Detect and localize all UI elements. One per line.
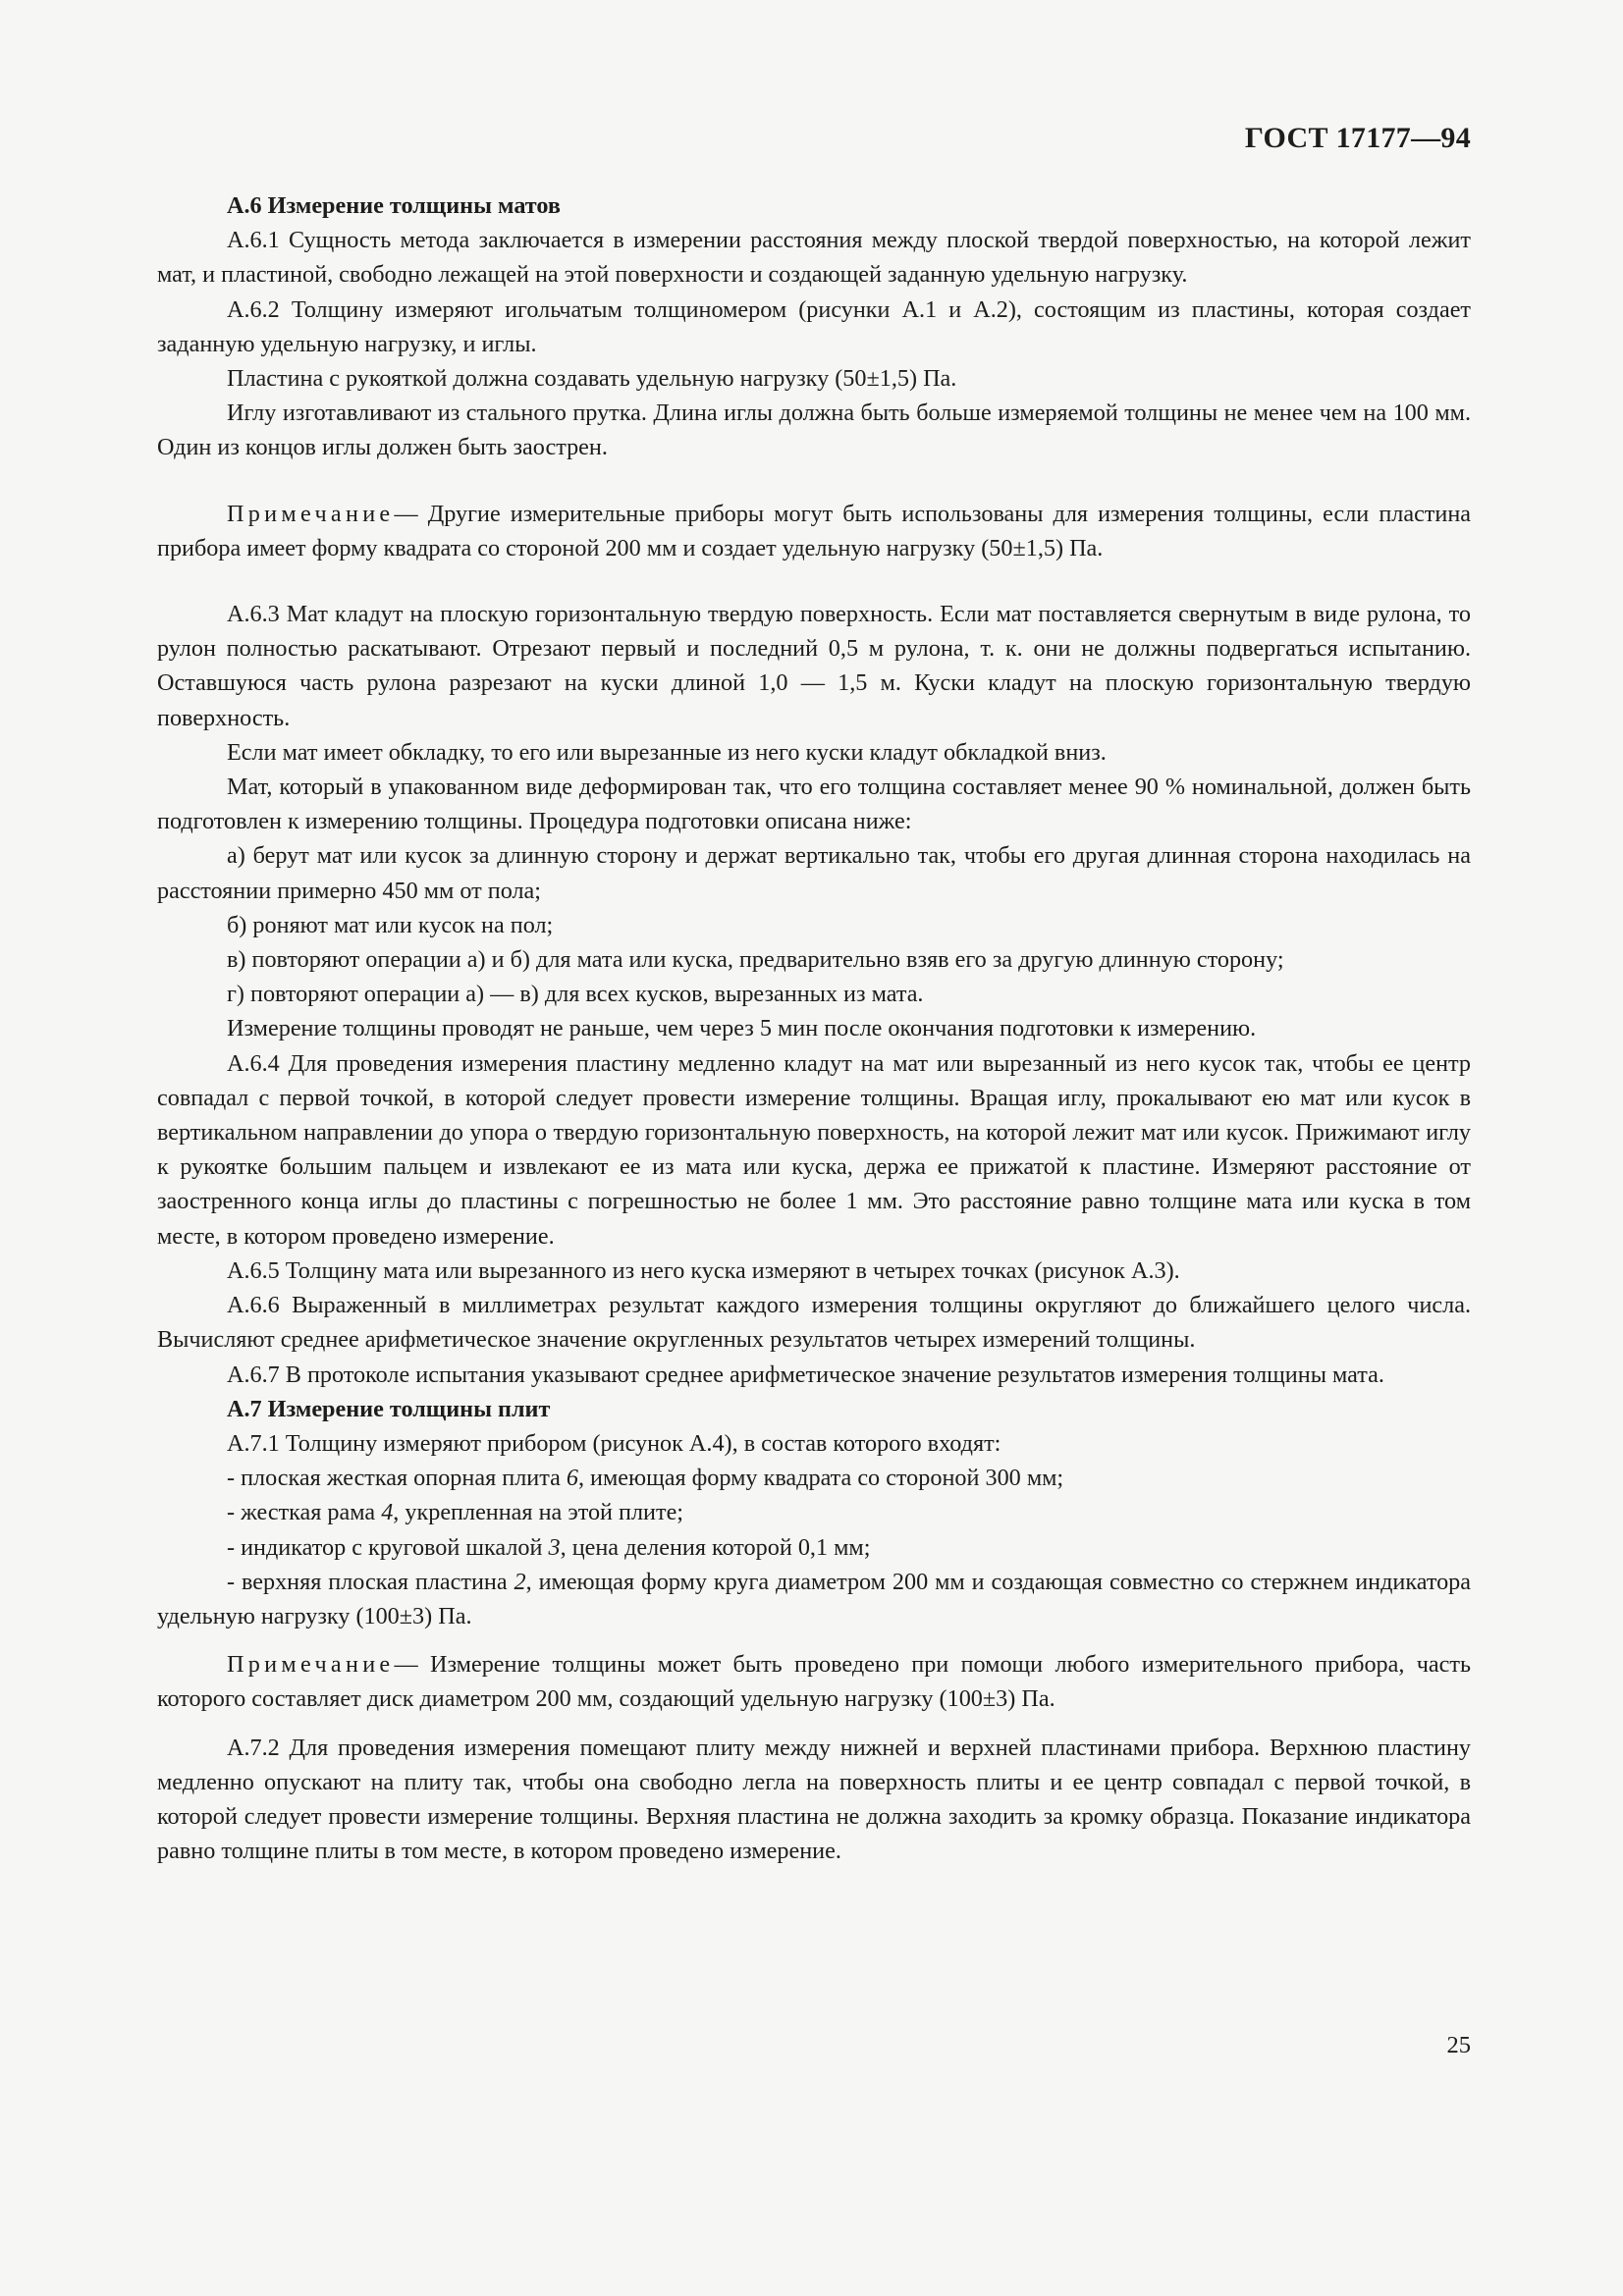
note-label: Примечание	[227, 1651, 395, 1679]
note-1	[157, 497, 1471, 565]
paragraph-a62: А.6.2 Толщину измеряют игольчатым толщиномером (рисунки А.1 и А.2), состоящим из пластины, которая создает заданную удельную нагрузку, и иглы.	[157, 295, 1471, 357]
list-item-upper-plate	[157, 1565, 1471, 1633]
list-item-text: - плоская жесткая опорная плита	[227, 1465, 567, 1492]
list-item-text: , цена деления которой 0,1 мм;	[560, 1533, 871, 1561]
note-label: Примечание	[227, 500, 395, 527]
section-title-a7: А.7 Измерение толщины плит	[227, 1395, 551, 1422]
list-item-plate	[157, 1461, 1471, 1495]
list-item-text: - индикатор с круговой шкалой	[227, 1533, 549, 1561]
note-2	[157, 1647, 1471, 1716]
list-item-text: - жесткая рама	[227, 1499, 382, 1526]
page-number: 25	[1446, 2032, 1471, 2058]
paragraph-a67: А.6.7 В протоколе испытания указывают среднее арифметическое значение результатов измерения толщины мата.	[227, 1361, 1384, 1388]
note-text: — Измерение толщины может быть проведено при помощи любого измерительного прибора, часть которого составляет диск диаметром 200 мм, создающий удельную нагрузку (100±3) Па.	[157, 1651, 1471, 1713]
figure-ref-number: 6	[566, 1465, 578, 1492]
paragraph-a66: А.6.6 Выраженный в миллиметрах результат каждого измерения толщины округляют до ближайшего целого числа. Вычисляют среднее арифметическое значение округленных результатов четырех измерений толщины.	[157, 1292, 1471, 1354]
page-body	[157, 188, 1471, 1868]
step-g: г) повторяют операции а) — в) для всех кусков, вырезанных из мата.	[227, 981, 924, 1008]
list-item-text: - верхняя плоская пластина	[227, 1568, 514, 1595]
section-title-a6: А.6 Измерение толщины матов	[227, 192, 561, 219]
list-item-text: , имеющая форму круга диаметром 200 мм и создающая совместно со стержнем индикатора удельную нагрузку (100±3) Па.	[157, 1568, 1472, 1629]
step-v: в) повторяют операции а) и б) для мата или куска, предварительно взяв его за другую длинную сторону;	[227, 946, 1284, 974]
step-a: а) берут мат или кусок за длинную сторону и держат вертикально так, чтобы его другая длинная сторона находилась на расстоянии примерно 450 мм от пола;	[157, 842, 1471, 904]
list-item-text: , имеющая форму квадрата со стороной 300 мм;	[577, 1465, 1064, 1492]
paragraph-a65: А.6.5 Толщину мата или вырезанного из него куска измеряют в четырех точках (рисунок А.3).	[227, 1256, 1180, 1284]
note-text: — Другие измерительные приборы могут быть использованы для измерения толщины, если пластина прибора имеет форму квадрата со стороной 200 мм и создает удельную нагрузку (50±1,5) Па.	[157, 500, 1471, 561]
list-item-text: , укрепленная на этой плите;	[393, 1499, 684, 1526]
paragraph-a71: А.7.1 Толщину измеряют прибором (рисунок А.4), в состав которого входят:	[227, 1429, 1001, 1457]
paragraph-plate: Пластина с рукояткой должна создавать удельную нагрузку (50±1,5) Па.	[227, 365, 957, 393]
paragraph-deformed: Мат, который в упакованном виде деформирован так, что его толщина составляет менее 90 % номинальной, должен быть подготовлен к измерению толщины. Процедура подготовки описана ниже:	[157, 774, 1471, 835]
figure-ref-number: 4	[381, 1499, 394, 1526]
list-item-frame	[157, 1495, 1471, 1529]
figure-ref-number: 3	[548, 1533, 561, 1561]
paragraph-wait: Измерение толщины проводят не раньше, чем через 5 мин после окончания подготовки к измерению.	[227, 1015, 1257, 1042]
paragraph-facing: Если мат имеет обкладку, то его или вырезанные из него куски кладут обкладкой вниз.	[227, 738, 1107, 766]
paragraph-a72: А.7.2 Для проведения измерения помещают плиту между нижней и верхней пластинами прибора. Верхнюю пластину медленно опускают на плиту так, чтобы она свободно легла на поверхность плиты и ее центр совпадал с первой точкой, в которой следует провести измерение толщины. Верхняя пластина не должна заходить за кромку образца. Показание индикатора равно толщине плиты в том месте, в котором проведено измерение.	[157, 1734, 1471, 1865]
step-b: б) роняют мат или кусок на пол;	[227, 911, 554, 938]
paragraph-a63: А.6.3 Мат кладут на плоскую горизонтальную твердую поверхность. Если мат поставляется свернутым в виде рулона, то рулон полностью раскатывают. Отрезают первый и последний 0,5 м рулона, т. к. они не должны подвергаться испытанию. Оставшуюся часть рулона разрезают на куски длиной 1,0 — 1,5 м. Куски кладут на плоскую горизонтальную твердую поверхность.	[157, 601, 1471, 731]
figure-ref-number: 2	[514, 1568, 526, 1595]
document-code: ГОСТ 17177—94	[1244, 122, 1471, 154]
list-item-indicator	[157, 1530, 1471, 1565]
paragraph-a64: А.6.4 Для проведения измерения пластину медленно кладут на мат или вырезанный из него кусок так, чтобы ее центр совпадал с первой точкой, в которой следует провести измерение толщины. Вращая иглу, прокалывают ею мат или кусок в вертикальном направлении до упора о твердую горизонтальную поверхность, на которой лежит мат или кусок. Прижимают иглу к рукоятке большим пальцем и извлекают ее из мата или куска, держа ее прижатой к пластине. Измеряют расстояние от заостренного конца иглы до пластины с погрешностью не более 1 мм. Это расстояние равно толщине мата или куска в том месте, в котором проведено измерение.	[157, 1049, 1471, 1250]
paragraph-a61: А.6.1 Сущность метода заключается в измерении расстояния между плоской твердой поверхностью, на которой лежит мат, и пластиной, свободно лежащей на этой поверхности и создающей заданную удельную нагрузку.	[157, 227, 1471, 289]
paragraph-needle: Иглу изготавливают из стального прутка. Длина иглы должна быть больше измеряемой толщины не менее чем на 100 мм. Один из концов иглы должен быть заострен.	[157, 400, 1471, 461]
